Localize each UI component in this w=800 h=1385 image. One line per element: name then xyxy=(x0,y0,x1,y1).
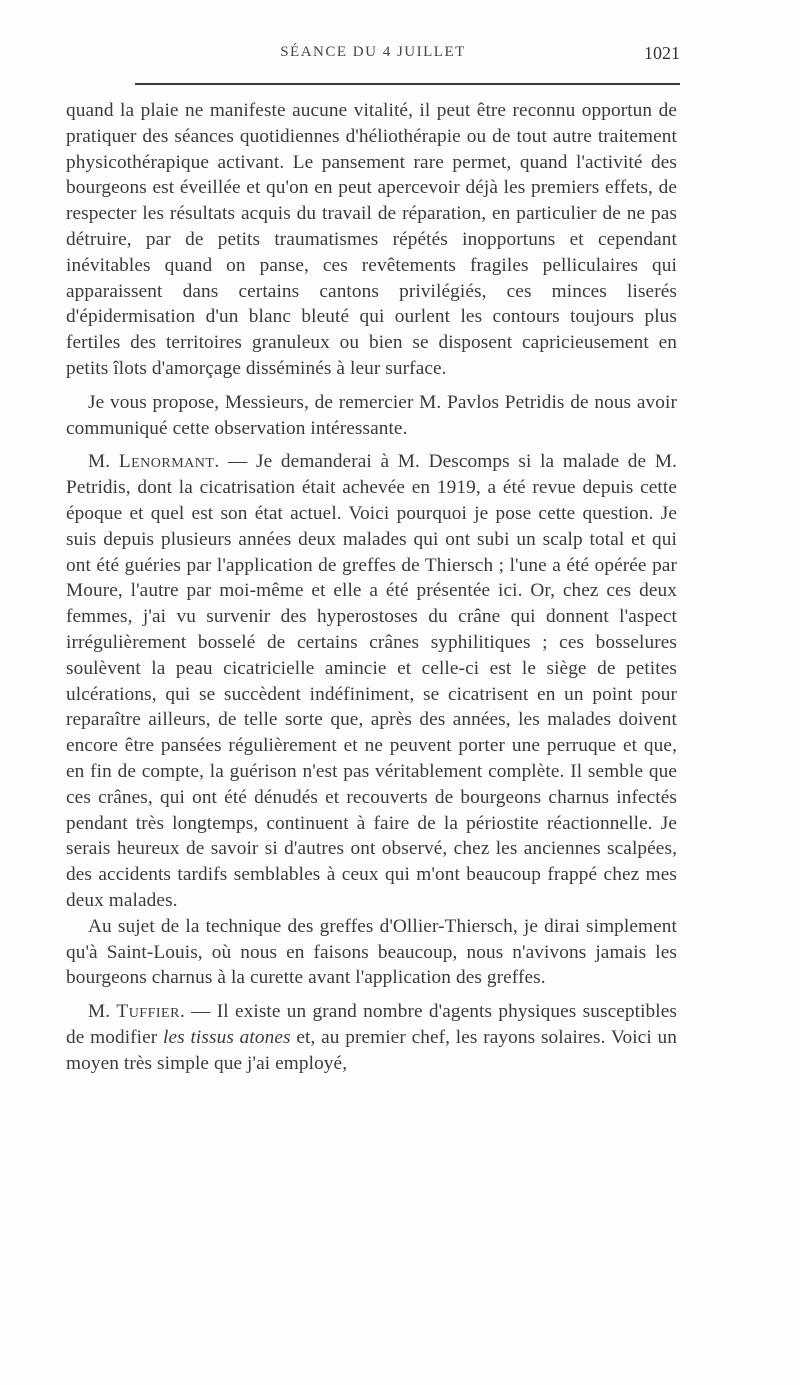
paragraph-text: . — Il existe un grand nombre d'agents physiques susceptibles de modifier xyxy=(66,1001,677,1048)
paragraph-rapporteur-proposal: Je vous propose, Messieurs, de remercier M. Pavlos Petridis de nous avoir communiqué cette observation intéressante. xyxy=(66,391,677,439)
running-head: SÉANCE DU 4 JUILLET xyxy=(280,44,466,60)
italic-phrase: les tissus atones xyxy=(163,1026,291,1048)
paragraph-lenormant-greffes: Au sujet de la technique des greffes d'Ollier-Thiersch, je dirai simplement qu'à Saint-Louis, où nous en faisons beaucoup, nous n'avivons jamais les bourgeons charnus à la curette avant l'application des greffes. xyxy=(66,915,677,989)
paragraph-text: . — Je demanderai à M. Descomps si la malade de M. Petridis, dont la cicatrisation était achevée en 1919, a été revue depuis cette époque et quel est son état actuel. Voici pourquoi je pose cette question. Je suis depuis plusieurs années deux malades qui ont subi un scalp total et qui ont été guéries par l'application de greffes de Thiersch ; l'une a été opérée par Moure, l'autre par moi-même et elle a été présentée ici. Or, chez ces deux femmes, j'ai vu survenir des hyperostoses du crâne qui donnent l'aspect irrégulièrement bosselé de certains crânes syphilitiques ; ces bosselures soulèvent la peau cicatricielle amincie et celle-ci est le siège de petites ulcérations, qui se succèdent indéfiniment, se cicatrisent en un point pour reparaître ailleurs, de telle sorte que, après des années, les malades doivent encore être pansées régulièrement et ne peuvent porter une perruque et que, en fin de compte, la guérison n'est pas véritablement complète. Il semble que ces crânes, qui ont été dénudés et recouverts de bourgeons charnus infectés pendant très longtemps, continuent à faire de la périostite réactionnelle. Je serais heureux de savoir si d'autres ont observé, chez les anciennes scalpées, des accidents tardifs semblables à ceux qui m'ont beaucoup frappé chez mes deux malades. xyxy=(66,451,677,911)
speaker-name: Tuffier xyxy=(116,1001,180,1023)
body-text xyxy=(66,98,677,1076)
paragraph-continuation: quand la plaie ne manifeste aucune vitalité, il peut être reconnu opportun de pratiquer des séances quotidiennes d'héliothérapie ou de tout autre traitement physicothérapique activant. Le pansement rare permet, quand l'activité des bourgeons est éveillée et qu'on en peut apercevoir déjà les premiers effets, de respecter les résultats acquis du travail de réparation, en particulier de ne pas détruire, par de petits traumatismes répétés inopportuns et cependant inévitables quand on panse, ces revêtements fragiles pelliculaires qui apparaissent dans certains cantons privilégiés, ces minces liserés d'épidermisation d'un blanc bleuté qui ourlent les contours toujours plus fertiles des territoires granuleux ou bien se disposent capricieusement en petits îlots d'amorçage disséminés à leur surface. xyxy=(66,100,677,379)
page-header xyxy=(66,44,680,74)
paragraph-lenormant xyxy=(66,449,677,913)
speaker-prefix: M. xyxy=(88,451,119,473)
paragraph-text: et, au premier chef, les rayons solaires. Voici un moyen très simple que j'ai employé, xyxy=(66,1026,677,1074)
page-number: 1021 xyxy=(644,43,680,63)
paragraph-tuffier xyxy=(66,999,677,1076)
header-rule xyxy=(135,83,680,85)
speaker-prefix: M. xyxy=(88,1001,117,1023)
speaker-name: Lenormant xyxy=(118,451,215,473)
